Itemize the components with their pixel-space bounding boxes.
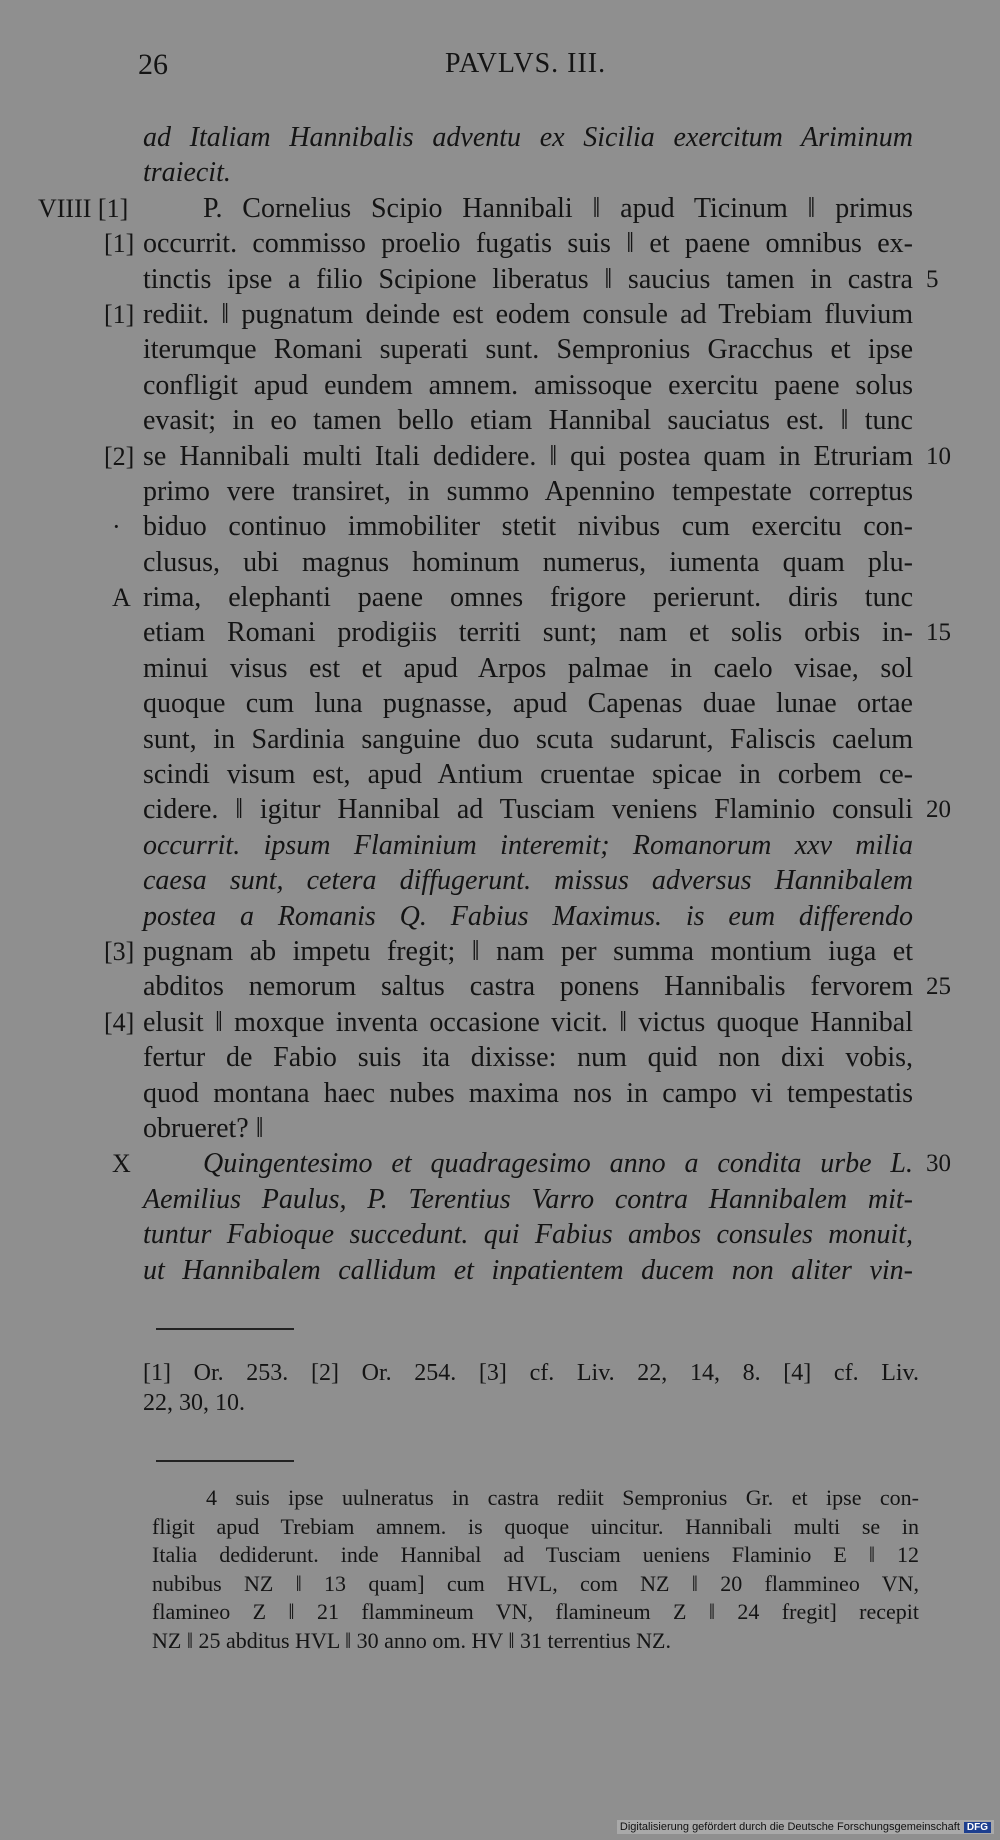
text-line bbox=[0, 120, 1000, 155]
text-line bbox=[0, 368, 1000, 403]
dfg-logo-icon: DFG bbox=[964, 1822, 991, 1833]
text-line-content: primo vere transiret, in summo Apennino tempestate correptus bbox=[143, 475, 913, 507]
text-line bbox=[0, 1076, 1000, 1111]
source-notes-line: 22, 30, 10. bbox=[143, 1390, 245, 1416]
text-line-content: confligit apud eundem amnem. amissoque exercitu paene solus bbox=[143, 369, 913, 401]
apparatus-line: fligit apud Trebiam amnem. is quoque uincitur. Hannibali multi se in bbox=[152, 1513, 919, 1539]
apparatus-line: nubibus NZ ‖ 13 quam] cum HVL, com NZ ‖ 20 flammineo VN, bbox=[152, 1570, 919, 1596]
text-line-content: occurrit. ipsum Flaminium interemit; Romanorum xxv milia bbox=[143, 829, 913, 861]
text-line bbox=[0, 792, 1000, 827]
text-line bbox=[0, 722, 1000, 757]
text-line-content: obrueret? ‖ bbox=[143, 1112, 264, 1144]
text-line-content: elusit ‖ moxque inventa occasione vicit. ‖ victus quoque Hannibal bbox=[143, 1006, 913, 1038]
text-line-content: minui visus est et apud Arpos palmae in caelo visae, sol bbox=[143, 652, 913, 684]
text-line bbox=[0, 1146, 1000, 1181]
text-line bbox=[0, 1040, 1000, 1075]
text-line bbox=[0, 828, 1000, 863]
apparatus-line: NZ ‖ 25 abditus HVL ‖ 30 anno om. HV ‖ 31 terrentius NZ. bbox=[152, 1627, 671, 1653]
text-line bbox=[0, 155, 1000, 190]
apparatus-line: 4 suis ipse uulneratus in castra rediit Sempronius Gr. et ipse con- bbox=[206, 1485, 919, 1510]
text-line bbox=[0, 297, 1000, 332]
line-number: 25 bbox=[926, 973, 951, 1001]
text-line bbox=[0, 191, 1000, 226]
text-line-content: biduo continuo immobiliter stetit nivibus cum exercitu con- bbox=[143, 511, 913, 543]
text-line bbox=[0, 474, 1000, 509]
text-line-content: evasit; in eo tamen bello etiam Hannibal sauciatus est. ‖ tunc bbox=[143, 405, 913, 437]
line-number: 15 bbox=[926, 619, 951, 647]
text-line-content: scindi visum est, apud Antium cruentae spicae in corbem ce- bbox=[143, 759, 913, 791]
text-line-content: caesa sunt, cetera diffugerunt. missus adversus Hannibalem bbox=[143, 865, 913, 897]
page-number: 26 bbox=[138, 48, 168, 81]
text-line-content: ut Hannibalem callidum et inpatientem ducem non aliter vin- bbox=[143, 1254, 913, 1286]
text-line-content: quod montana haec nubes maxima nos in campo vi tempestatis bbox=[143, 1077, 913, 1109]
text-line bbox=[0, 1253, 1000, 1288]
text-line-content: occurrit. commisso proelio fugatis suis ‖ et paene omnibus ex- bbox=[143, 228, 913, 260]
digitization-credit bbox=[617, 1820, 994, 1834]
text-line bbox=[0, 1111, 1000, 1146]
text-line bbox=[0, 226, 1000, 261]
main-text bbox=[0, 120, 1000, 1288]
text-line bbox=[0, 403, 1000, 438]
text-line-content: traiecit. bbox=[143, 157, 231, 189]
left-margin-note: X bbox=[112, 1149, 131, 1179]
text-line-content: iterumque Romani superati sunt. Sempronius Gracchus et ipse bbox=[143, 334, 913, 366]
text-line-content: tuntur Fabioque succedunt. qui Fabius ambos consules monuit, bbox=[143, 1219, 913, 1251]
text-line-content: Aemilius Paulus, P. Terentius Varro contra Hannibalem mit- bbox=[143, 1183, 913, 1215]
text-line bbox=[0, 1182, 1000, 1217]
apparatus-divider bbox=[156, 1460, 294, 1462]
running-title: PAVLVS. III. bbox=[445, 48, 607, 79]
left-margin-note: A bbox=[112, 583, 131, 613]
text-line-content: ad Italiam Hannibalis adventu ex Sicilia exercitum Ariminum bbox=[143, 122, 913, 153]
text-line bbox=[0, 1005, 1000, 1040]
text-line-content: pugnam ab impetu fregit; ‖ nam per summa montium iuga et bbox=[143, 935, 913, 967]
critical-apparatus bbox=[152, 1484, 919, 1655]
text-line bbox=[0, 651, 1000, 686]
text-line-content: quoque cum luna pugnasse, apud Capenas duae lunae ortae bbox=[143, 688, 913, 720]
text-line bbox=[0, 262, 1000, 297]
line-number: 20 bbox=[926, 796, 951, 824]
text-line-content: tinctis ipse a filio Scipione liberatus ‖ saucius tamen in castra bbox=[143, 263, 913, 295]
text-line bbox=[0, 863, 1000, 898]
left-margin-note: VIIII [1] bbox=[38, 193, 129, 223]
text-line-content: cidere. ‖ igitur Hannibal ad Tusciam veniens Flaminio consuli bbox=[143, 794, 913, 826]
text-line bbox=[0, 580, 1000, 615]
text-line-content: sunt, in Sardinia sanguine duo scuta sudarunt, Faliscis caelum bbox=[143, 723, 913, 755]
text-line-content: se Hannibali multi Itali dedidere. ‖ qui postea quam in Etruriam bbox=[143, 440, 913, 472]
line-number: 30 bbox=[926, 1150, 951, 1178]
left-margin-note: [3] bbox=[104, 936, 135, 966]
text-line bbox=[0, 1217, 1000, 1252]
apparatus-line: Italia dediderunt. inde Hannibal ad Tusciam ueniens Flaminio E ‖ 12 bbox=[152, 1542, 919, 1567]
text-line-content: fertur de Fabio suis ita dixisse: num quid non dixi vobis, bbox=[143, 1042, 913, 1074]
text-line bbox=[0, 439, 1000, 474]
credit-text: Digitalisierung gefördert durch die Deutsche Forschungsgemeinschaft bbox=[619, 1821, 960, 1833]
text-line-content: Quingentesimo et quadragesimo anno a condita urbe L. bbox=[203, 1148, 913, 1180]
text-line bbox=[0, 934, 1000, 969]
left-margin-note: [4] bbox=[104, 1007, 135, 1037]
left-margin-note: [2] bbox=[104, 441, 135, 471]
text-line-content: abditos nemorum saltus castra ponens Hannibalis fervorem bbox=[143, 971, 913, 1003]
text-line bbox=[0, 686, 1000, 721]
footnote-divider bbox=[156, 1328, 294, 1330]
text-line bbox=[0, 615, 1000, 650]
line-number: 10 bbox=[926, 442, 951, 470]
text-line bbox=[0, 509, 1000, 544]
left-margin-note: [1] bbox=[104, 229, 135, 259]
text-line-content: clusus, ubi magnus hominum numerus, iumenta quam plu- bbox=[143, 546, 913, 578]
text-line-content: etiam Romani prodigiis territi sunt; nam et solis orbis in- bbox=[143, 617, 913, 649]
text-line bbox=[0, 757, 1000, 792]
text-line-content: rediit. ‖ pugnatum deinde est eodem consule ad Trebiam fluvium bbox=[143, 298, 913, 330]
left-margin-note: · bbox=[112, 512, 121, 542]
text-line-content: postea a Romanis Q. Fabius Maximus. is eum differendo bbox=[143, 900, 913, 932]
source-notes-line: [1] Or. 253. [2] Or. 254. [3] cf. Liv. 22, 14, 8. [4] cf. Liv. bbox=[143, 1360, 919, 1386]
text-line bbox=[0, 899, 1000, 934]
apparatus-line: flamineo Z ‖ 21 flammineum VN, flamineum Z ‖ 24 fregit] recepit bbox=[152, 1599, 919, 1624]
line-number: 5 bbox=[926, 265, 939, 293]
left-margin-note: [1] bbox=[104, 299, 135, 329]
text-line bbox=[0, 332, 1000, 367]
source-notes bbox=[143, 1358, 919, 1418]
text-line-content: rima, elephanti paene omnes frigore perierunt. diris tunc bbox=[143, 582, 913, 614]
text-line bbox=[0, 545, 1000, 580]
text-line-content: P. Cornelius Scipio Hannibali ‖ apud Ticinum ‖ primus bbox=[203, 192, 913, 224]
text-line bbox=[0, 969, 1000, 1004]
